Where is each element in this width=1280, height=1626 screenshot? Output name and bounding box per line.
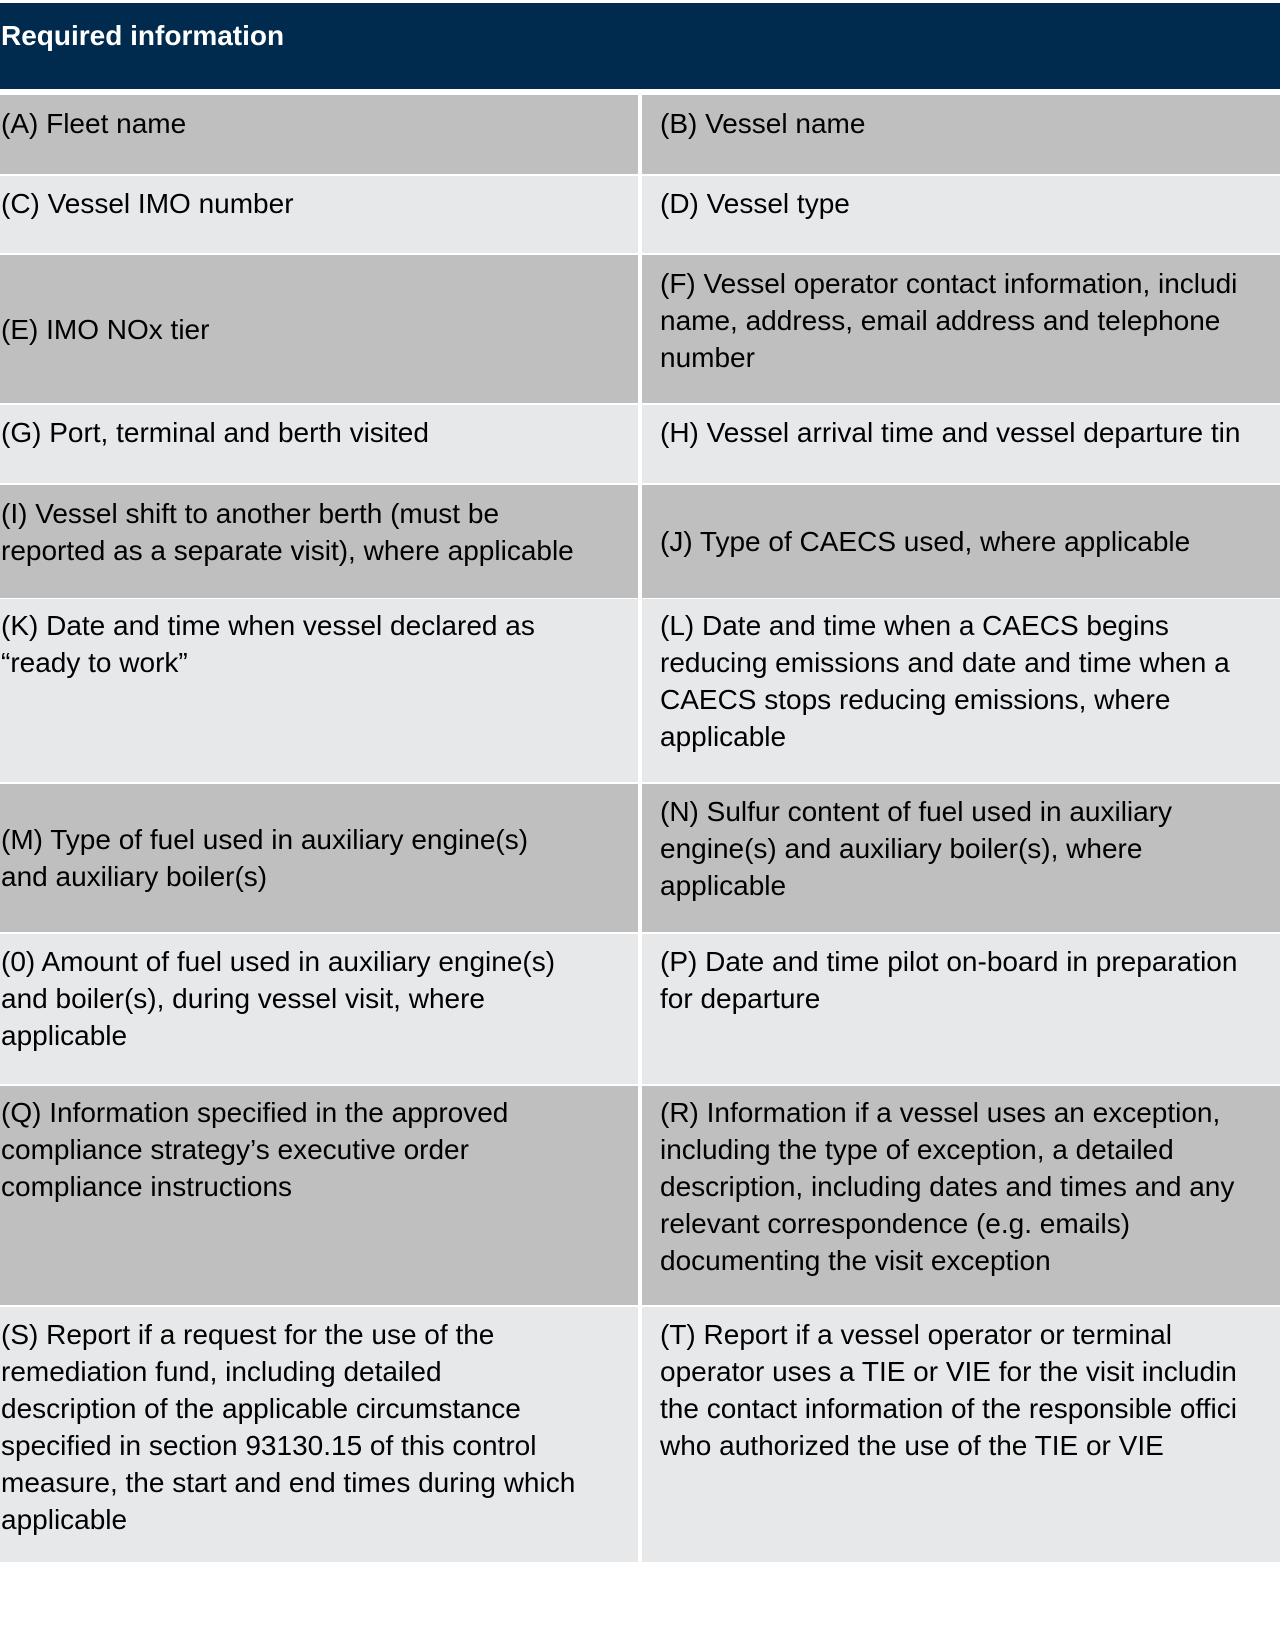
table-title: Required information [1,20,285,51]
cell-text: (0) Amount of fuel used in auxiliary engine(s) [1,946,556,977]
table-row [0,485,1280,598]
cell-text: the contact information of the responsible offici [660,1393,1237,1424]
cell-text: (J) Type of CAECS used, where applicable [660,526,1191,557]
cell-text: (R) Information if a vessel uses an exception, [660,1097,1221,1128]
cell-vessel-imo-number [0,176,638,253]
cell-text: and auxiliary boiler(s) [1,861,268,892]
cell-vessel-exception [642,1086,1280,1305]
cell-vessel-name [642,95,1280,174]
table-row [0,599,1280,782]
cell-fuel-amount [0,934,638,1084]
cell-vessel-shift [0,485,638,598]
cell-text: (M) Type of fuel used in auxiliary engine(s) [1,824,529,855]
table-row [0,255,1280,403]
cell-vessel-operator-contact [642,255,1280,403]
cell-caecs-times [642,599,1280,782]
cell-text: specified in section 93130.15 of this control [1,1430,537,1461]
cell-caecs-type [642,485,1280,598]
cell-text: (B) Vessel name [660,108,866,139]
cell-text: reducing emissions and date and time when a [660,647,1230,678]
table-row [0,784,1280,932]
cell-compliance-strategy [0,1086,638,1305]
cell-text: (P) Date and time pilot on-board in preparation [660,946,1238,977]
table-row [0,934,1280,1084]
cell-text: (S) Report if a request for the use of the [1,1319,495,1350]
table-header [0,3,1280,89]
cell-text: (L) Date and time when a CAECS begins [660,610,1169,641]
cell-text: measure, the start and end times during which [1,1467,576,1498]
cell-text: compliance strategy’s executive order [1,1134,469,1165]
cell-text: (K) Date and time when vessel declared as [1,610,535,641]
cell-text: (N) Sulfur content of fuel used in auxiliary [660,796,1173,827]
cell-text: (A) Fleet name [1,108,187,139]
cell-text: (F) Vessel operator contact information, includi [660,268,1238,299]
cell-ready-to-work [0,599,638,782]
cell-text: reported as a separate visit), where applicable [1,535,574,566]
cell-text: CAECS stops reducing emissions, where [660,684,1171,715]
cell-text: (T) Report if a vessel operator or terminal [660,1319,1172,1350]
table-row [0,95,1280,174]
cell-text: number [660,342,755,373]
cell-text: for departure [660,983,821,1014]
cell-imo-nox-tier [0,255,638,403]
cell-text: (I) Vessel shift to another berth (must be [1,498,500,529]
cell-text: (H) Vessel arrival time and vessel departure tin [660,417,1241,448]
cell-text: applicable [660,721,787,752]
cell-text: applicable [1,1020,128,1051]
cell-text: description of the applicable circumstance [1,1393,521,1424]
cell-text: (Q) Information specified in the approved [1,1097,509,1128]
cell-vessel-type [642,176,1280,253]
cell-text: who authorized the use of the TIE or VIE [660,1430,1164,1461]
cell-text: operator uses a TIE or VIE for the visit includin [660,1356,1237,1387]
cell-text: (D) Vessel type [660,188,850,219]
cell-text: documenting the visit exception [660,1245,1051,1276]
cell-fleet-name [0,95,638,174]
table-row [0,176,1280,253]
cell-text: including the type of exception, a detailed [660,1134,1174,1165]
cell-arrival-departure-time [642,405,1280,483]
cell-text: “ready to work” [1,647,188,678]
cell-text: applicable [1,1504,128,1535]
cell-sulfur-content [642,784,1280,932]
cell-pilot-onboard [642,934,1280,1084]
cell-fuel-type [0,784,638,932]
cell-text: relevant correspondence (e.g. emails) [660,1208,1131,1239]
cell-text: compliance instructions [1,1171,293,1202]
cell-tie-vie-report [642,1307,1280,1562]
cell-text: and boiler(s), during vessel visit, where [1,983,485,1014]
cell-text: name, address, email address and telephone [660,305,1221,336]
cell-remediation-fund [0,1307,638,1562]
cell-text: description, including dates and times and any [660,1171,1235,1202]
cell-text: applicable [660,870,787,901]
table-row [0,405,1280,483]
cell-text: (C) Vessel IMO number [1,188,294,219]
cell-text: engine(s) and auxiliary boiler(s), where [660,833,1143,864]
table-row [0,1307,1280,1562]
cell-text: (E) IMO NOx tier [1,313,210,345]
cell-port-terminal-berth [0,405,638,483]
cell-text: remediation fund, including detailed [1,1356,442,1387]
cell-text: (G) Port, terminal and berth visited [1,417,429,448]
table-row [0,1086,1280,1305]
